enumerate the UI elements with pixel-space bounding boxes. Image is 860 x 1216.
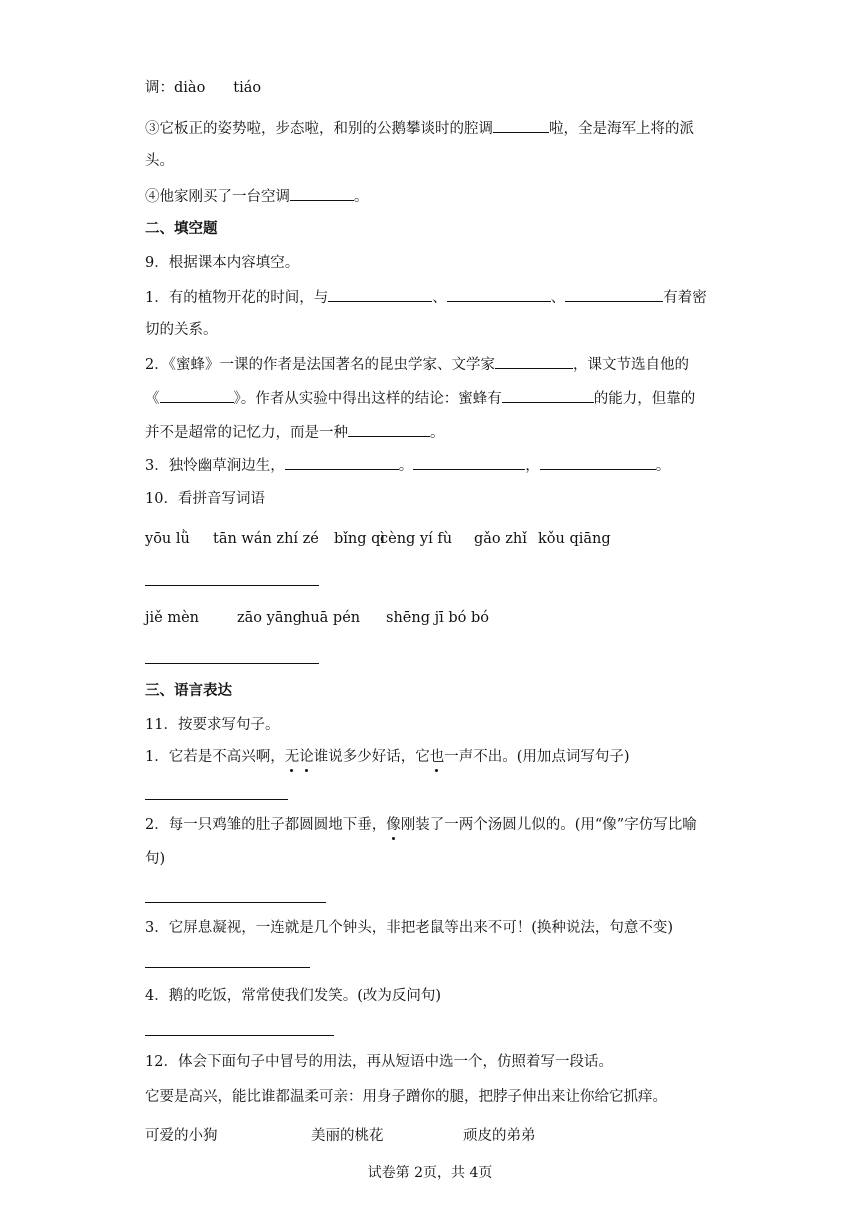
answer-line[interactable] [145, 902, 326, 903]
example-sentence: 它要是高兴，能比谁都温柔可亲：用身子蹭你的腿，把脖子伸出来让你给它抓痒。 [145, 1089, 667, 1105]
question-11: 11．按要求写句子。 [145, 717, 280, 733]
answer-blank[interactable] [290, 186, 354, 201]
phrase-options [145, 1126, 536, 1146]
answer-line[interactable] [145, 585, 319, 586]
section-heading: 三、语言表达 [145, 682, 232, 699]
answer-blank[interactable] [413, 455, 525, 470]
answer-blank[interactable] [328, 287, 432, 302]
phrase-option: 可爱的小狗 [145, 1128, 218, 1144]
phrase-option: 美丽的桃花 [311, 1128, 384, 1144]
question-9: 9．根据课本内容填空。 [145, 255, 300, 271]
dotted-char: 像 [386, 817, 401, 833]
dotted-char: 论 [299, 749, 314, 765]
question-12: 12．体会下面句子中冒号的用法，再从短语中选一个，仿照着写一段话。 [145, 1054, 613, 1070]
answer-blank[interactable] [502, 388, 594, 403]
phrase-option: 顽皮的弟弟 [463, 1128, 536, 1144]
dotted-char: 无 [284, 749, 300, 765]
question-11-1: 1．它若是不高兴啊，无论谁说多少好话，它也一声不出。(用加点词写句子) [145, 749, 630, 765]
question-11-2-cont: 句) [145, 851, 166, 867]
section-heading: 二、填空题 [145, 220, 218, 237]
answer-blank[interactable] [160, 388, 234, 403]
pinyin-line: 调：diào tiáo [145, 80, 262, 96]
question-9-1-cont: 切的关系。 [145, 322, 218, 338]
answer-blank[interactable] [493, 118, 549, 133]
answer-blank[interactable] [540, 455, 656, 470]
answer-blank[interactable] [348, 422, 430, 437]
question-11-3: 3．它屏息凝视，一连就是几个钟头，非把老鼠等出来不可！(换种说法，句意不变) [145, 920, 674, 936]
page-footer: 试卷第 2页，共 4页 [367, 1165, 493, 1181]
question-10: 10．看拼音写词语 [145, 491, 265, 507]
answer-line[interactable] [145, 967, 310, 968]
answer-blank[interactable] [285, 455, 399, 470]
question-9-2: 2．《蜜蜂》一课的作者是法国著名的昆虫学家、文学家 ，课文节选自他的 [145, 354, 689, 375]
answer-blank[interactable] [565, 287, 663, 302]
answer-blank[interactable] [495, 354, 573, 369]
question-11-4: 4．鹅的吃饭，常常使我们发笑。(改为反问句) [145, 988, 442, 1004]
answer-line[interactable] [145, 799, 288, 800]
question-11-2: 2．每一只鸡雏的肚子都圆圆地下垂，像刚装了一两个汤圆儿似的。(用“像”字仿写比喻 [145, 817, 697, 833]
question-9-3: 3．独怜幽草涧边生， 。 ， 。 [145, 455, 670, 476]
pinyin-row-1: yōu lǜ tān wán zhí zé bǐng qìcèng yí fù gǎo zhǐ kǒu qiāng [145, 531, 611, 547]
sentence-4: ④他家刚买了一台空调 。 [145, 186, 369, 207]
question-9-2-cont: 《 》。作者从实验中得出这样的结论：蜜蜂有 的能力，但靠的 [145, 388, 695, 409]
answer-blank[interactable] [447, 287, 551, 302]
answer-line[interactable] [145, 1035, 334, 1036]
question-9-2-cont2: 并不是超常的记忆力，而是一种 。 [145, 422, 445, 443]
pinyin-row-2: jiě mèn zāo yānghuā pén shēng jī bó bó [145, 610, 489, 626]
sentence-3: ③它板正的姿势啦，步态啦，和别的公鹅攀谈时的腔调 啦，全是海军上将的派 [145, 118, 694, 139]
question-9-1: 1．有的植物开花的时间，与 、 、 有着密 [145, 287, 707, 308]
sentence-3-cont: 头。 [145, 153, 174, 169]
answer-line[interactable] [145, 663, 319, 664]
dotted-char: 也 [429, 749, 445, 765]
